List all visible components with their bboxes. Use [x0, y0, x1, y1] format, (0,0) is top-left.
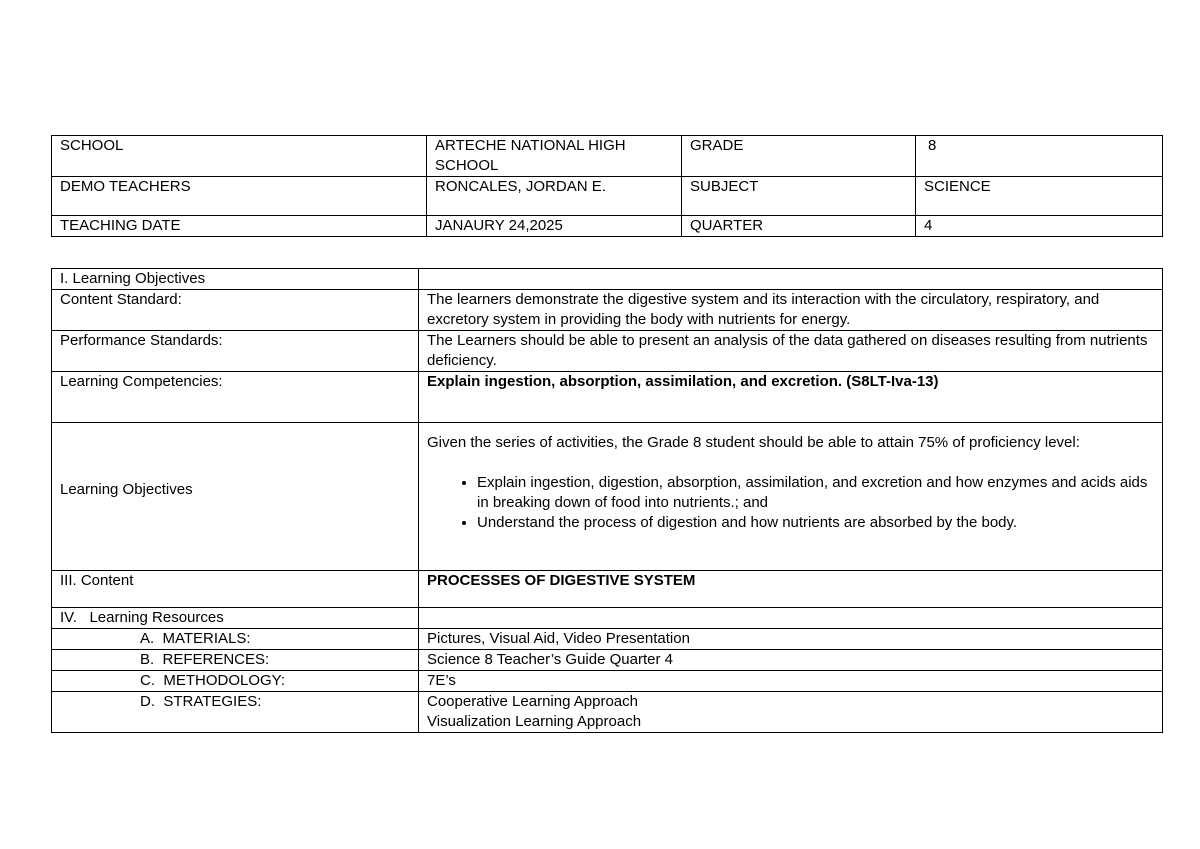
methodology-value: 7E’s — [419, 671, 1163, 692]
info-row-school — [52, 136, 1163, 177]
objectives-gap — [427, 453, 1154, 473]
date-label: TEACHING DATE — [52, 216, 427, 237]
resources-empty — [419, 608, 1163, 629]
lesson-plan-table — [51, 268, 1163, 733]
competencies-label: Learning Competencies: — [52, 372, 419, 423]
objectives-item: • Understand the process of digestion and how nutrients are absorbed by the body. — [477, 513, 1154, 533]
subject-value: SCIENCE — [916, 177, 1163, 216]
grade-value: 8 — [916, 136, 1163, 177]
school-info-table — [51, 135, 1163, 237]
materials-value: Pictures, Visual Aid, Video Presentation — [419, 629, 1163, 650]
row-content-standard — [52, 290, 1163, 331]
strategies-label: D. STRATEGIES: — [52, 692, 419, 733]
references-label: B. REFERENCES: — [52, 650, 419, 671]
objectives-item: • Explain ingestion, digestion, absorption, assimilation, and excretion and how enzymes and acids aids in breaking down of food into nutrients.; and — [477, 473, 1154, 513]
school-label: SCHOOL — [52, 136, 427, 177]
row-performance-standards — [52, 331, 1163, 372]
strategy-item: Visualization Learning Approach — [427, 713, 642, 730]
teachers-value: RONCALES, JORDAN E. — [427, 177, 682, 216]
objectives-intro: Given the series of activities, the Grade 8 student should be able to attain 75% of proficiency level: — [427, 434, 1080, 451]
row-materials — [52, 629, 1163, 650]
objectives-label: Learning Objectives — [52, 423, 419, 571]
row-references — [52, 650, 1163, 671]
references-value: Science 8 Teacher’s Guide Quarter 4 — [419, 650, 1163, 671]
teachers-label: DEMO TEACHERS — [52, 177, 427, 216]
performance-value: The Learners should be able to present an analysis of the data gathered on diseases resulting from nutrients deficiency. — [419, 331, 1163, 372]
info-row-date — [52, 216, 1163, 237]
row-resources — [52, 608, 1163, 629]
info-row-teachers — [52, 177, 1163, 216]
resources-label: IV. Learning Resources — [52, 608, 419, 629]
content-label: III. Content — [52, 571, 419, 608]
performance-label: Performance Standards: — [52, 331, 419, 372]
content-standard-value: The learners demonstrate the digestive system and its interaction with the circulatory, respiratory, and excretory system in providing the body with nutrients for energy. — [419, 290, 1163, 331]
objectives-list — [427, 473, 1154, 533]
row-learning-objectives — [52, 423, 1163, 571]
objectives-value — [419, 423, 1163, 571]
grade-label: GRADE — [682, 136, 916, 177]
materials-label: A. MATERIALS: — [52, 629, 419, 650]
quarter-label: QUARTER — [682, 216, 916, 237]
row-content — [52, 571, 1163, 608]
row-methodology — [52, 671, 1163, 692]
objectives-header-empty — [419, 269, 1163, 290]
content-standard-label: Content Standard: — [52, 290, 419, 331]
methodology-label: C. METHODOLOGY: — [52, 671, 419, 692]
quarter-value: 4 — [916, 216, 1163, 237]
content-value: PROCESSES OF DIGESTIVE SYSTEM — [419, 571, 1163, 608]
row-competencies — [52, 372, 1163, 423]
strategy-item: Cooperative Learning Approach — [427, 693, 638, 710]
subject-label: SUBJECT — [682, 177, 916, 216]
school-value: ARTECHE NATIONAL HIGH SCHOOL — [427, 136, 682, 177]
row-strategies — [52, 692, 1163, 733]
date-value: JANAURY 24,2025 — [427, 216, 682, 237]
competencies-value: Explain ingestion, absorption, assimilation, and excretion. (S8LT-Iva-13) — [419, 372, 1163, 423]
objectives-header: I. Learning Objectives — [52, 269, 419, 290]
row-objectives-header — [52, 269, 1163, 290]
strategies-value — [419, 692, 1163, 733]
